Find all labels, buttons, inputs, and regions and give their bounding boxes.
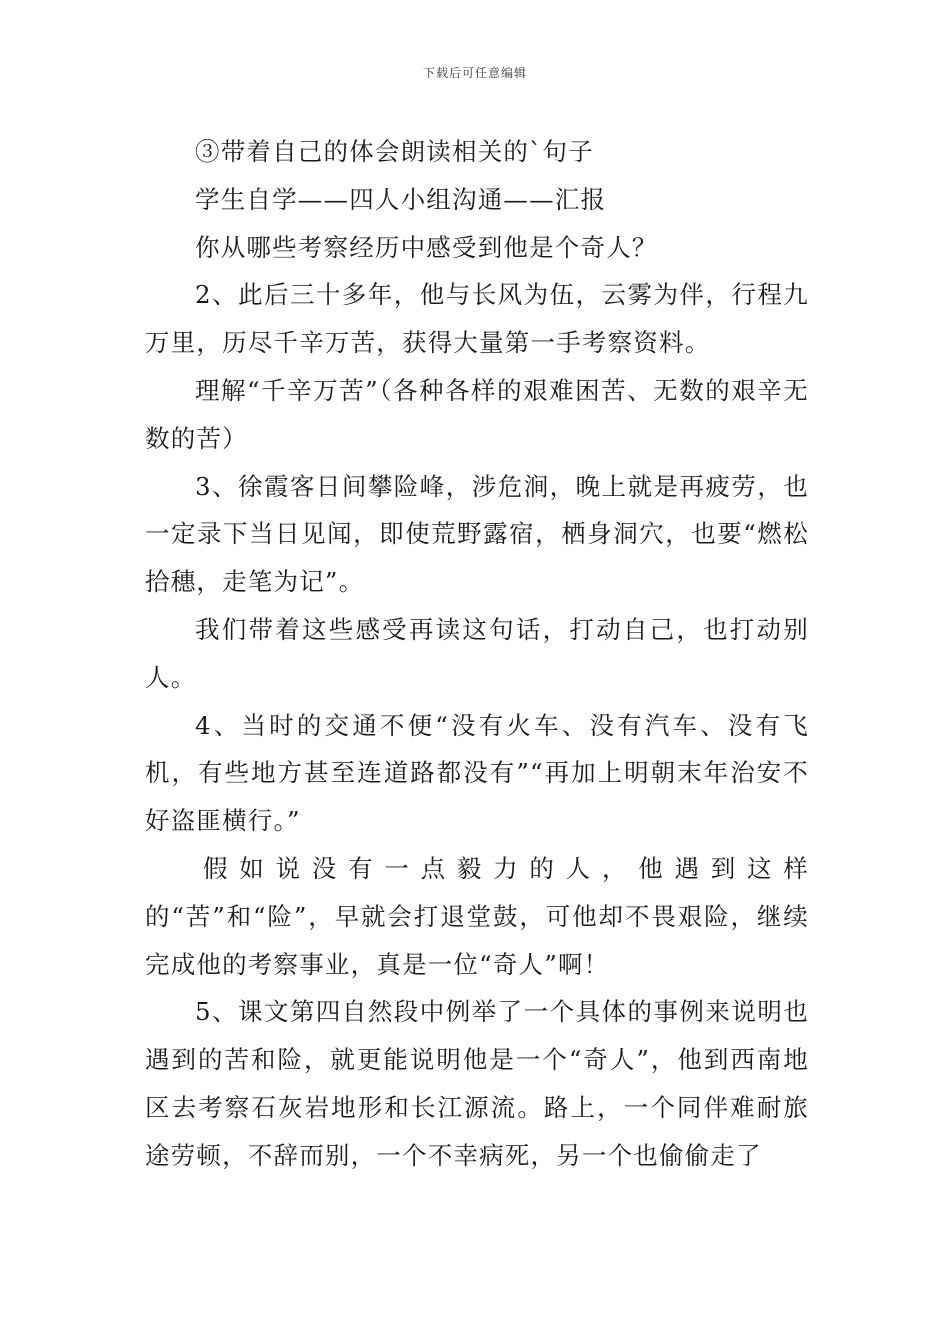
paragraph-self-study: 学生自学——四人小组沟通——汇报 [195,184,607,214]
page-header: 下载后可任意编辑 [422,66,527,80]
paragraph-question: 你从哪些考察经历中感受到他是个奇人？ [195,232,658,262]
paragraph-point-3: 3、徐霞客日间攀险峰，涉危涧，晚上就是再疲劳，也一定录下当日见闻，即使荒野露宿，栖身洞穴，也要“燃松拾穗，走笔为记”。 [145,471,809,597]
paragraph-understand-term: 理解“千辛万苦”（各种各样的艰难困苦、无数的艰辛无数的苦） [145,375,809,453]
paragraph-point-5: 5、课文第四自然段中例举了一个具体的事例来说明也遇到的苦和险，就更能说明他是一个“奇人”，他到西南地区去考察石灰岩地形和长江源流。路上，一个同伴难耐旅途劳顿，不辞而别，一个不幸病死，另一个也偷偷走了 [145,997,809,1170]
paragraph-point-2: 2、此后三十多年，他与长风为伍，云雾为伴，行程九万里，历尽千辛万苦，获得大量第一手考察资料。 [145,280,809,358]
paragraph-read-again: 我们带着这些感受再读这句话，打动自己，也打动别人。 [145,614,809,692]
document-body [145,128,809,1180]
paragraph-read-aloud: ③带着自己的体会朗读相关的`句子 [195,137,594,166]
paragraph-perseverance: 假如说没有一点毅力的人，他遇到这样的“苦”和“险”，早就会打退堂鼓，可他却不畏艰险，继续完成他的考察事业，真是一位“奇人”啊！ [145,853,809,979]
paragraph-point-4: 4、当时的交通不便“没有火车、没有汽车、没有飞机，有些地方甚至连道路都没有”“再加上明朝末年治安不好盗匪横行。” [145,710,809,836]
